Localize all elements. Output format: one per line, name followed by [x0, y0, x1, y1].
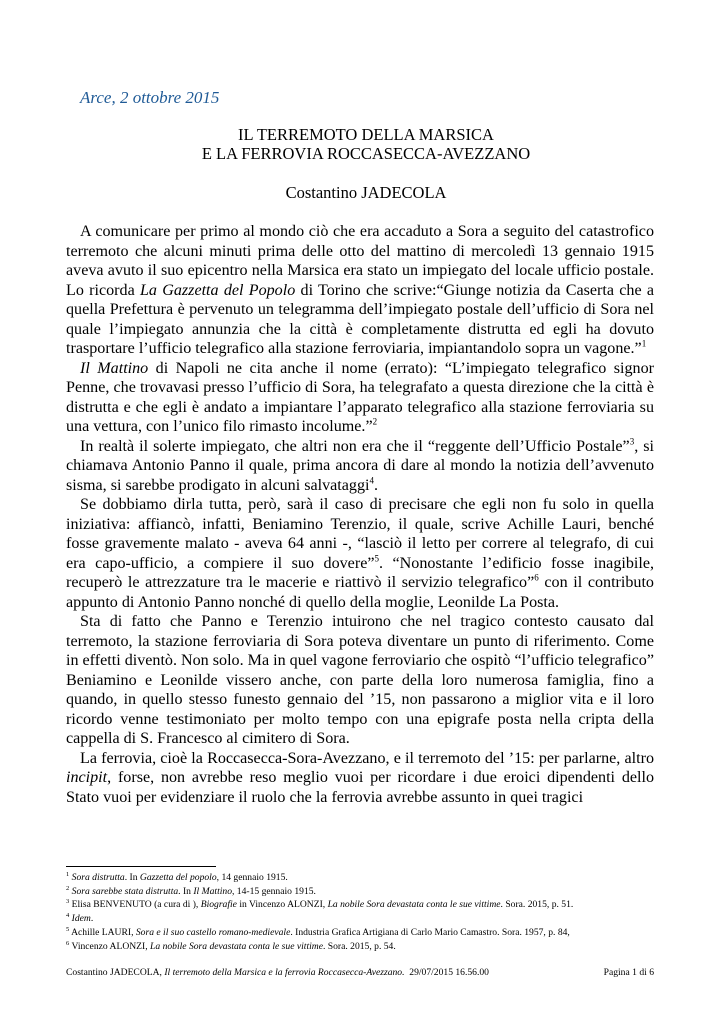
paragraph [66, 437, 654, 496]
text-run: Sora sarebbe stata distrutta [71, 885, 179, 897]
footnote [66, 871, 666, 885]
text-run: . Sora. 2015, p. 54. [322, 940, 396, 952]
footnote-ref: 1 [641, 338, 647, 349]
text-run: , si chiamava Antonio Panno il quale, prima ancora di dare al mondo la notizia dell’avvenuto sisma, si sarebbe prodigato in alcuni salvataggi [66, 437, 654, 494]
text-run: . In [178, 885, 194, 897]
italic-title: La Gazzetta del Popolo [139, 281, 296, 299]
text-run: La nobile Sora devastata conta le sue vittime [327, 899, 501, 911]
text-run: Sta di fatto che Panno e Terenzio intuirono che nel tragico contesto causato dal terremoto, la stazione ferroviaria di Sora poteva diventare un punto di riferimento. Come in effetti diventò. Non solo. Ma in quel vagone ferroviario che ospitò “l’ufficio telegrafico” Beniamino e Leonilde vissero anche, con parte della loro numerosa famiglia, fino a quando, in quello stesso funesto gennaio del ’15, non passarono a miglior vita e il loro ricordo venne testimoniato per molto tempo con una epigrafe posta nella cripta della cappella di S. Francesco al cimitero di Sora. [66, 613, 654, 747]
footnote-number: 3 [66, 898, 70, 906]
text-run: Vincenzo ALONZI, [71, 940, 151, 952]
text-run: , 14-15 gennaio 1915. [232, 885, 316, 897]
footnote-separator [66, 866, 216, 867]
paragraph [66, 359, 654, 437]
footnote [66, 940, 666, 954]
text-run: . [373, 476, 379, 494]
footer-doc-title: Il terremoto della Marsica e la ferrovia Roccasecca-Avezzano. [164, 967, 405, 978]
paragraph [66, 495, 654, 612]
text-run: Sora distrutta [71, 872, 125, 883]
page-footer [66, 967, 654, 978]
footer-author: Costantino JADECOLA, [66, 967, 165, 978]
title-line-2: E LA FERROVIA ROCCASECCA-AVEZZANO [201, 144, 531, 163]
body-text [66, 222, 654, 807]
footnote [66, 898, 666, 912]
place-date: Arce, 2 ottobre 2015 [80, 88, 220, 107]
paragraph [66, 612, 654, 749]
footnote [66, 926, 666, 940]
text-run: , forse, non avrebbe reso meglio vuoi per ricordare i due eroici dipendenti dello Stato vuoi per evidenziare il ruolo che la ferrovia avrebbe assunto in quei tragici [66, 769, 654, 806]
text-run: . “Nonostante l’edificio fosse inagibile, recuperò le attrezzature tra le macerie e riattivò il servizio telegrafico” [66, 554, 654, 591]
text-run: Gazzetta del popolo [139, 872, 217, 883]
text-run: Achille LAURI, [71, 926, 136, 938]
text-run: . [90, 913, 94, 925]
page-number: Pagina 1 di 6 [603, 967, 654, 978]
text-run: . In [124, 872, 140, 883]
italic-title: Il Mattino [80, 359, 149, 377]
paragraph [66, 222, 654, 359]
text-run: . Industria Grafica Artigiana di Carlo Mario Camastro. Sora. 1957, p. 84, [290, 926, 570, 938]
footnote-ref: 5 [374, 553, 379, 564]
text-run: di Torino che scrive:“Giunge notizia da Caserta che a quella Prefettura è pervenuto un telegramma dell’impiegato postale dell’ufficio di Sora nel quale l’impiegato annunzia che la città è completamente distrutta ed egli ha dovuto trasportare l’ufficio telegrafico alla stazione ferroviaria, impiantandolo sopra un vagone.” [66, 281, 655, 357]
text-run: con il contributo appunto di Antonio Panno nonché di quello della moglie, Leonilde La Posta. [66, 574, 654, 611]
footer-datetime: 29/07/2015 16.56.00 [404, 967, 489, 978]
footnote-ref: 6 [534, 572, 539, 583]
text-run: in Vincenzo ALONZI, [236, 899, 328, 911]
footnote-number: 2 [66, 884, 70, 892]
footnote-number: 4 [66, 911, 70, 919]
text-run: Biografie [200, 899, 237, 911]
footnote-ref: 4 [369, 475, 374, 486]
text-run: Se dobbiamo dirla tutta, però, sarà il caso di precisare che egli non fu solo in quella iniziativa: affiancò, infatti, Beniamino Terenzio, il quale, scrive Achille Lauri, benché fosse gravemente malato - aveva 64 anni -, “lasciò il letto per correre al telegrafo, di cui era capo-ufficio, a compiere il suo dovere” [66, 496, 654, 572]
text-run: Sora e il suo castello romano-medievale [135, 926, 291, 938]
footnote-ref: 2 [372, 416, 378, 427]
footnote [66, 912, 666, 926]
text-run: A comunicare per primo al mondo ciò che era accaduto a Sora a seguito del catastrofico terremoto che alcuni minuti prima delle otto del mattino di mercoledì 13 gennaio 1915 aveva avuto il suo epicentro nella Marsica era stato un impiegato del locale ufficio postale. Lo ricorda [66, 223, 654, 299]
italic-word: incipit [66, 769, 108, 786]
paragraph [66, 749, 654, 808]
footnote-number: 5 [66, 925, 70, 933]
document-title [66, 125, 666, 163]
text-run: Il Mattino [193, 885, 232, 897]
text-run: In realtà il solerte impiegato, che altri non era che il “reggente dell’Ufficio Postale” [80, 437, 630, 455]
footnote-number: 6 [66, 939, 70, 947]
text-run: di Napoli ne cita anche il nome (errato): “L’impiegato telegrafico signor Penne, che trovavasi presso l’ufficio di Sora, ha telegrafato a questa direzione che la città è distrutta e che egli è andato a impiantare l’apparato telegrafico alla stazione ferroviaria su una vettura, con l’unico filo rimasto incolume.” [66, 359, 654, 435]
text-run: . Sora. 2015, p. 51. [500, 899, 574, 911]
text-run: Elisa BENVENUTO (a cura di ), [71, 899, 201, 911]
footnote [66, 885, 666, 899]
footnote-ref: 3 [629, 436, 635, 447]
text-run: Idem [71, 913, 91, 925]
text-run: La nobile Sora devastata conta le sue vittime [150, 940, 323, 952]
text-run: , 14 gennaio 1915. [216, 872, 288, 883]
footnotes [66, 871, 666, 953]
text-run: La ferrovia, cioè la Roccasecca-Sora-Avezzano, e il terremoto del ’15: per parlarne, altro [80, 749, 654, 767]
author-name: Costantino JADECOLA [285, 183, 447, 202]
title-line-1: IL TERREMOTO DELLA MARSICA [238, 125, 494, 144]
footnote-number: 1 [66, 870, 70, 878]
